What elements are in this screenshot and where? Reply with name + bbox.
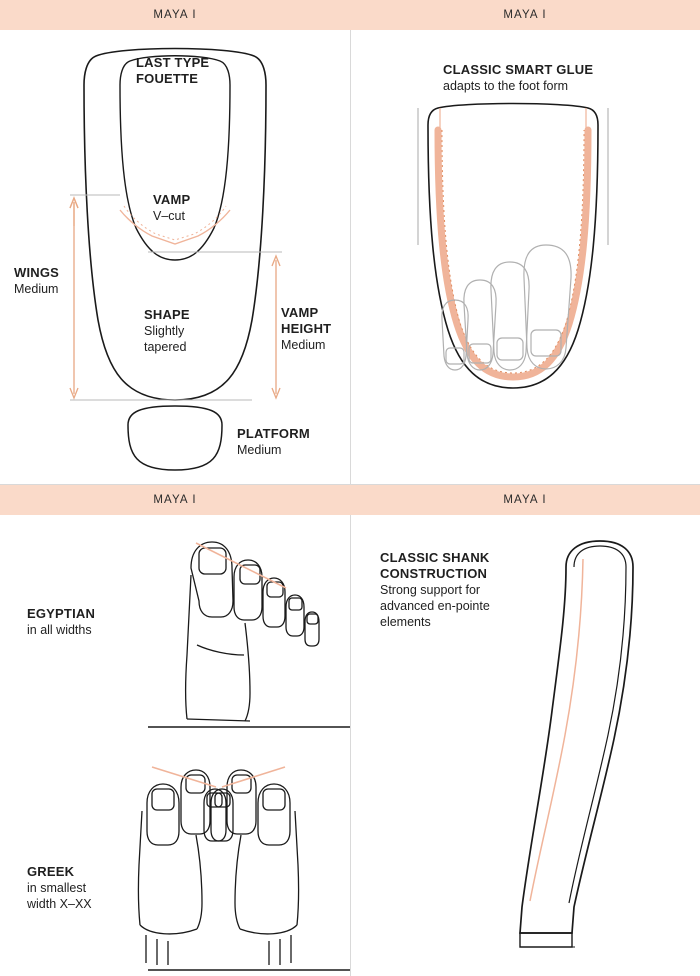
greek-foot-right [204, 770, 299, 965]
label-shape-title: SHAPE [144, 307, 190, 322]
vamp-dimension-arrow [70, 198, 78, 226]
label-vamp-height [281, 305, 331, 353]
label-last-type-title: LAST TYPE [136, 55, 210, 70]
shank-platform-edge [520, 933, 572, 947]
egyptian-foot [186, 542, 320, 721]
panel-header-bottom-right-label: MAYA I [503, 494, 547, 506]
panel-header-bottom-right [350, 485, 700, 515]
label-vamp-height-title-2: HEIGHT [281, 321, 332, 336]
vamp-height-dimension-arrow [272, 256, 280, 398]
shank-side-diagram [350, 515, 700, 976]
label-egyptian-title: EGYPTIAN [27, 606, 96, 621]
label-smart-glue-subtitle: adapts to the foot form [443, 79, 569, 93]
label-smart-glue-title: CLASSIC SMART GLUE [443, 62, 594, 77]
panel-header-top-right [350, 0, 700, 30]
shank-accent-line [530, 559, 583, 901]
label-wings-subtitle: Medium [14, 282, 59, 296]
label-vamp-subtitle: V–cut [153, 209, 185, 223]
label-wings-title: WINGS [14, 265, 60, 280]
label-shank-subtitle-1: Strong support for [380, 583, 481, 597]
panel-header-top-left [0, 0, 350, 30]
label-shape-subtitle-1: Slightly [144, 324, 185, 338]
greek-foot-left [138, 770, 233, 965]
label-vamp-height-title-1: VAMP [281, 305, 319, 320]
label-last-type [136, 55, 209, 87]
label-shank-subtitle-3: elements [380, 615, 431, 629]
label-shank-title-2: CONSTRUCTION [380, 566, 488, 581]
label-shank-subtitle-2: advanced en-pointe [380, 599, 490, 613]
panel-header-bottom-left [0, 485, 350, 515]
label-wings [14, 265, 59, 297]
panel-header-top-right-label: MAYA I [503, 9, 547, 21]
smart-glue-diagram [350, 30, 700, 485]
platform-outline [128, 406, 222, 470]
label-vamp [153, 192, 190, 224]
label-greek-subtitle-1: in smallest [27, 881, 87, 895]
toes-group [442, 245, 571, 370]
label-platform-subtitle: Medium [237, 443, 282, 457]
foot-shape-diagrams [0, 515, 350, 976]
label-shape [144, 307, 190, 355]
label-greek-subtitle-2: width X–XX [27, 897, 92, 911]
label-shape-subtitle-2: tapered [144, 340, 187, 354]
label-last-type-subtitle: FOUETTE [136, 71, 199, 86]
panel-header-top-left-label: MAYA I [153, 9, 197, 21]
label-vamp-title: VAMP [153, 192, 191, 207]
label-platform-title: PLATFORM [237, 426, 310, 441]
label-egyptian-subtitle: in all widths [27, 623, 92, 637]
panel-header-bottom-left-label: MAYA I [153, 494, 197, 506]
label-greek-title: GREEK [27, 864, 75, 879]
wings-dimension-arrow [70, 198, 78, 398]
label-shank-title-1: CLASSIC SHANK [380, 550, 490, 565]
shoe-outline-glue [428, 104, 598, 389]
label-platform [237, 426, 310, 458]
shank-outline [520, 541, 633, 933]
label-vamp-height-subtitle: Medium [281, 338, 326, 352]
shoe-front-diagram [0, 30, 350, 485]
